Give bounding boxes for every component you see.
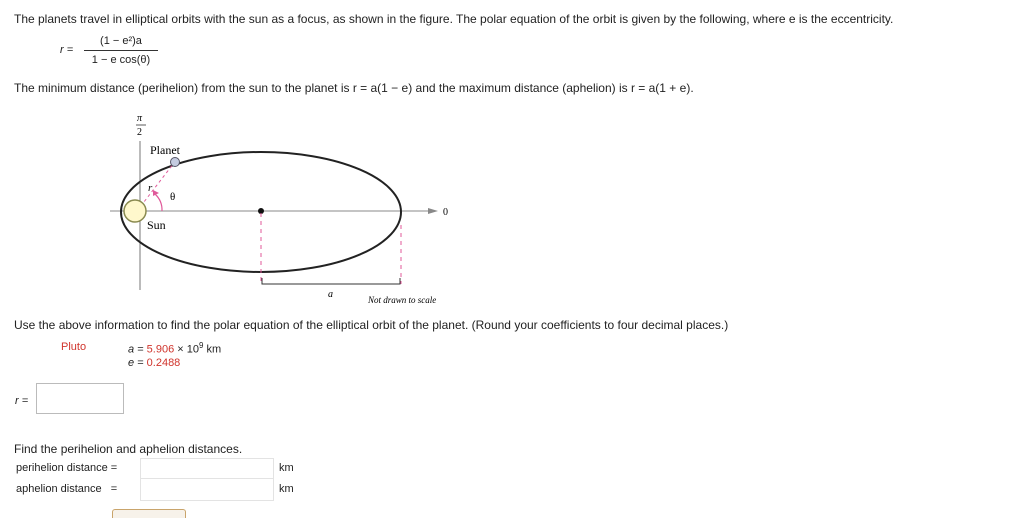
aphelion-input[interactable] (140, 478, 274, 501)
submit-button[interactable] (112, 509, 186, 518)
given-a-exponent: 9 (198, 341, 204, 350)
given-a-times: × (174, 343, 187, 356)
task-instruction: Use the above information to find the polar equation of the elliptical orbit of the planet. (Round your coefficients to four decimal places.) (14, 318, 729, 332)
a-bracket (262, 278, 400, 284)
distance-definitions: The minimum distance (perihelion) from the sun to the planet is r = a(1 − e) and the maximum distance (aphelion) is r = a(1 + e). (14, 81, 694, 95)
planet-marker (171, 158, 180, 167)
r-label: r (148, 182, 153, 194)
r-answer-label: r = (15, 395, 29, 407)
equation-numerator: (1 − e²)a (84, 35, 158, 51)
given-a-unit: km (203, 343, 222, 356)
problem-intro: The planets travel in elliptical orbits with the sun as a focus, as shown in the figure. The polar equation of the orbit is given by the following, where e is the eccentricity. (14, 12, 894, 26)
aphelion-unit: km (279, 483, 294, 495)
a-label: a (328, 289, 333, 300)
pi-label: π (137, 113, 143, 124)
given-a-value: 5.906 (146, 343, 175, 356)
equation-lhs: r = (60, 44, 74, 56)
perihelion-unit: km (279, 462, 294, 474)
not-to-scale-caption: Not drawn to scale (368, 295, 437, 305)
planet-name: Pluto (61, 341, 87, 353)
given-e-value: 0.2488 (146, 357, 181, 369)
given-e (128, 357, 180, 369)
aphelion-label: aphelion distance = (16, 483, 118, 495)
theta-arc (155, 194, 162, 211)
theta-label: θ (170, 191, 176, 203)
two-label: 2 (137, 127, 142, 138)
polar-axis-arrow (428, 208, 438, 214)
given-e-label: e = (128, 357, 147, 369)
given-a-label: a = (128, 343, 147, 356)
given-a (128, 341, 221, 356)
sun-label: Sun (147, 218, 166, 232)
sun-marker (124, 200, 146, 222)
distances-heading: Find the perihelion and aphelion distances. (14, 442, 243, 456)
zero-label: 0 (443, 207, 448, 218)
perihelion-label: perihelion distance = (16, 462, 118, 474)
planet-label: Planet (150, 143, 180, 157)
given-a-base: 10 (186, 343, 199, 356)
r-answer-input[interactable] (36, 383, 124, 414)
equation-denominator: 1 − e cos(θ) (91, 54, 151, 66)
